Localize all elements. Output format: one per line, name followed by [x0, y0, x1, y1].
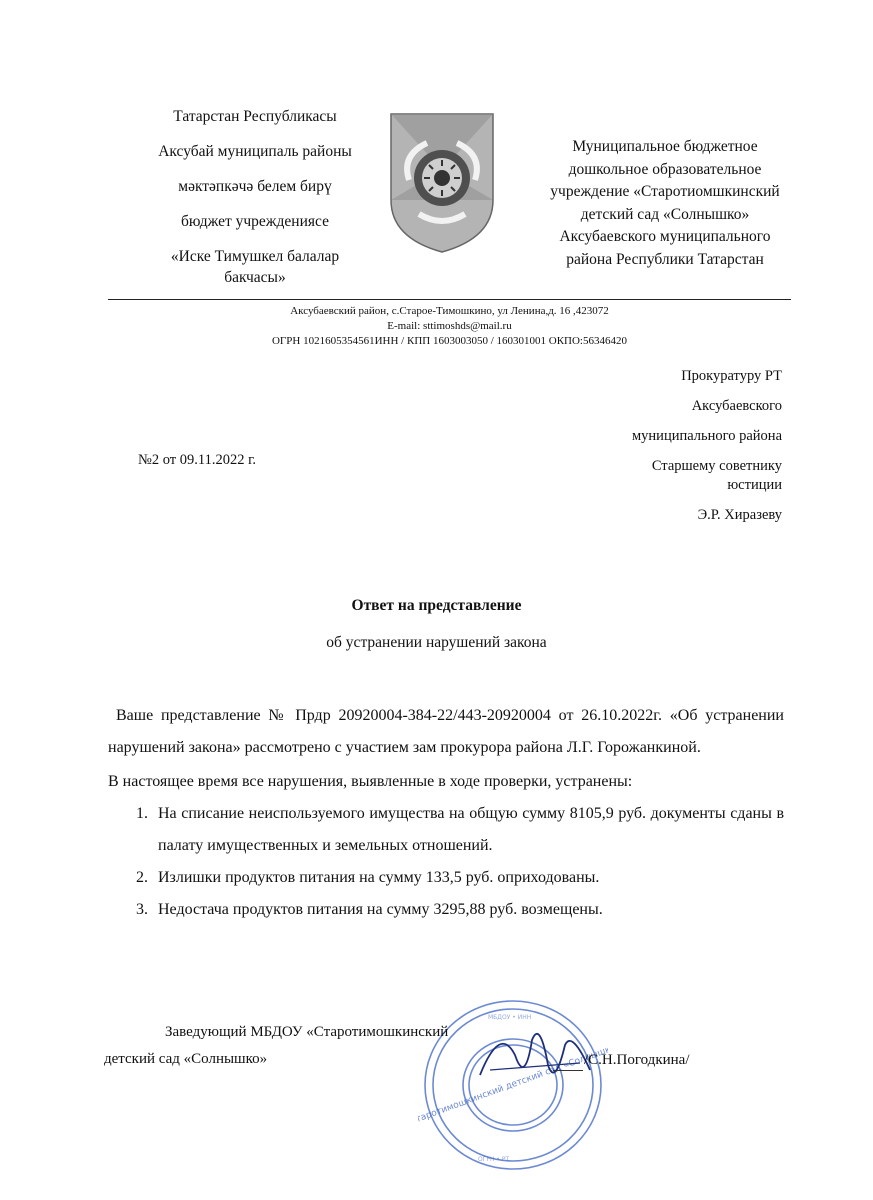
email-line: E-mail: sttimoshds@mail.ru: [387, 320, 512, 332]
header-right-block: [505, 136, 825, 271]
list-item: [108, 894, 784, 926]
recipient-block: [570, 367, 782, 536]
svg-text:МБДОУ • ИНН: МБДОУ • ИНН: [488, 1014, 532, 1021]
header-left-block: [120, 106, 390, 302]
list-item-number: 3.: [136, 901, 148, 918]
handwritten-signature: [470, 1015, 600, 1095]
header-right-line: детский сад «Солнышко»: [580, 205, 750, 223]
document-title: Ответ на представление: [351, 597, 522, 614]
body-paragraph: В настоящее время все нарушения, выявленные в ходе проверки, устранены:: [108, 773, 633, 790]
recipient-line: муниципального района: [632, 428, 782, 444]
signatory-position: Заведующий МБДОУ «Старотимошкинский: [165, 1024, 449, 1040]
recipient-line: Старшему советнику юстиции: [651, 458, 782, 493]
header-right-line: Аксубаевского муниципального: [559, 228, 771, 245]
header-left-line: мәктәпкәчә белем бирү: [178, 178, 332, 195]
coat-of-arms-icon: [387, 110, 497, 255]
outgoing-number: №2 от 09.11.2022 г.: [138, 452, 257, 468]
header-right-line: Муниципальное бюджетное: [572, 138, 758, 155]
header-left-line: «Иске Тимушкел балалар бакчасы»: [170, 248, 340, 286]
list-item-number: 2.: [136, 869, 148, 886]
header-left-line: Татарстан Республикасы: [173, 108, 337, 125]
list-item-text: Излишки продуктов питания на сумму 133,5 руб. оприходованы.: [158, 869, 600, 886]
document-body: [108, 700, 784, 926]
signatory-organization: детский сад «Солнышко»: [104, 1051, 268, 1067]
registration-codes: ОГРН 1021605354561ИНН / КПП 1603003050 / 160301001 ОКПО:56346420: [271, 335, 627, 347]
header-divider: [108, 299, 791, 300]
list-item: [108, 862, 784, 894]
header-right-line: дошкольное образовательное: [568, 160, 762, 178]
body-paragraph: Ваше представление № Прдр 20920004-384-22/443-20920004 от 26.10.2022г. «Об устранении нарушений закона» рассмотрено с участием зам прокурора района Л.Г. Горожанкиной.: [108, 707, 784, 756]
stamp-text: «Старотимошкинский детский сад «Солнышко»: [418, 1041, 608, 1129]
recipient-line: Э.Р. Хиразеву: [697, 507, 782, 523]
recipient-line: Прокуратуру РТ: [681, 368, 782, 384]
header-left-line: Аксубай муниципаль районы: [158, 143, 352, 160]
svg-text:ОГРН • РТ: ОГРН • РТ: [478, 1156, 510, 1163]
document-subtitle: об устранении нарушений закона: [326, 634, 547, 651]
address-block: [108, 304, 791, 349]
signature-line: [553, 1070, 583, 1071]
list-item-text: На списание неиспользуемого имущества на общую сумму 8105,9 руб. документы сданы в палату имущественных и земельных отношений.: [158, 805, 784, 854]
list-item-number: 1.: [136, 805, 148, 822]
header-right-line: района Республики Татарстан: [566, 250, 764, 268]
recipient-line: Аксубаевского: [691, 398, 782, 414]
header-right-line: учреждение «Старотиомшкинский: [550, 183, 780, 200]
signatory-name: /С.Н.Погодкина/: [584, 1052, 690, 1068]
address-line: Аксубаевский район, с.Старое-Тимошкино, ул Ленина,д. 16 ,423072: [290, 305, 609, 317]
list-item: [108, 798, 784, 862]
violations-list: [108, 798, 784, 926]
header-left-line: бюджет учреждениясе: [181, 213, 329, 230]
list-item-text: Недостача продуктов питания на сумму 3295,88 руб. возмещены.: [158, 901, 603, 918]
